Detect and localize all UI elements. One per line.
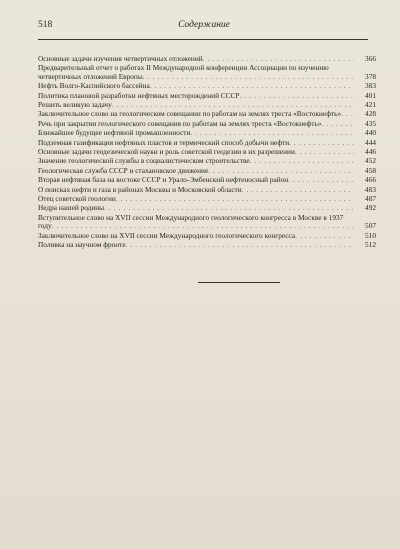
toc-entry <box>38 110 376 119</box>
toc-entry-page: 435 <box>365 118 376 128</box>
toc-entry-page: 483 <box>365 184 376 194</box>
toc-entry-page: 401 <box>365 90 376 100</box>
toc-entry-title: Нефть Волго-Каспийского бассейна . . . <box>38 82 354 91</box>
toc-entry-title: О поисках нефти и газа в районах Москвы и Московской области . . . <box>38 186 354 195</box>
toc-entry-page: 446 <box>365 147 376 157</box>
toc-entry-page: 440 <box>365 128 376 138</box>
toc-entry-page: 458 <box>365 165 376 175</box>
toc-entry-title: Подземная газификация нефтяных пластов и термический способ добычи нефти . . . <box>38 139 354 148</box>
toc-entry <box>38 241 376 250</box>
toc-entry-title: Политика плановой разработки нефтяных месторождений СССР . . . <box>38 92 354 101</box>
toc-entry-page: 507 <box>365 221 376 231</box>
toc-entry-page: 366 <box>365 54 376 63</box>
toc-entry-title: Недра нашей родины . . . <box>38 204 354 213</box>
toc-entry-page: 452 <box>365 156 376 166</box>
toc-entry-title: Вступительное слово на XVII сессии Международного геологического конгресса в Москве в 1937 году . . . <box>38 214 354 231</box>
toc-entry <box>38 157 376 166</box>
toc-entry <box>38 214 376 231</box>
toc-entry <box>38 55 376 64</box>
header-rule <box>38 39 368 40</box>
toc-entry-title: Заключительное слово на геологическом совещании по работам на землях треста «Востокнефть» . . . <box>38 110 354 119</box>
toc-entry-title: Основные задачи геодезической науки и роль советской геодезии в их разрешении . . . <box>38 148 354 157</box>
toc-entry <box>38 195 376 204</box>
toc-entry-page: 510 <box>365 230 376 240</box>
toc-entry <box>38 129 376 138</box>
toc-entry <box>38 139 376 148</box>
table-of-contents <box>38 55 376 250</box>
toc-entry-page: 383 <box>365 81 376 91</box>
page-header <box>38 20 370 34</box>
toc-entry <box>38 176 376 185</box>
toc-entry <box>38 92 376 101</box>
toc-entry-title: Вторая нефтяная база на востоке СССР и Урало-Эмбенский нефтеносный район . . . <box>38 176 354 185</box>
toc-entry-title: Заключительное слово на XVII сессии Международного геологического конгресса . . . <box>38 232 354 241</box>
toc-entry-page: 421 <box>365 100 376 110</box>
toc-entry-title: Значение геологической службы в социалистическом строительстве . . . <box>38 157 354 166</box>
toc-entry-title: Геологическая служба СССР и стахановское движение . . . <box>38 167 354 176</box>
toc-entry <box>38 120 376 129</box>
toc-entry <box>38 167 376 176</box>
toc-entry <box>38 204 376 213</box>
toc-entry-page: 512 <box>365 240 376 250</box>
toc-entry-title: Отец советской геологии . . . <box>38 195 354 204</box>
toc-entry-page: 378 <box>365 71 376 81</box>
running-head: Содержание <box>178 20 230 30</box>
toc-entry-title: Основные задачи изучения четвертичных отложений . . . <box>38 55 354 64</box>
toc-entry <box>38 148 376 157</box>
toc-entry <box>38 186 376 195</box>
toc-entry-page: 492 <box>365 203 376 213</box>
toc-entry-title: Предварительный отчет о работах II Международной конференции Ассоциации по изучению четвертичных отложений Европы . . . <box>38 64 354 81</box>
toc-entry <box>38 232 376 241</box>
page-number: 518 <box>38 20 53 30</box>
toc-entry-title: Поливка на научном фронте . . . <box>38 241 354 250</box>
toc-entry <box>38 64 376 81</box>
toc-entry-page: 487 <box>365 193 376 203</box>
toc-entry-title: Решить великую задачу . . . <box>38 101 354 110</box>
toc-entry-title: Ближайшее будущее нефтяной промышленности . . . <box>38 129 354 138</box>
toc-entry <box>38 101 376 110</box>
toc-entry-page: 428 <box>365 109 376 119</box>
toc-entry <box>38 82 376 91</box>
toc-entry-page: 466 <box>365 175 376 185</box>
toc-entry-title: Речь при закрытии геологического совещания по работам на землях треста «Востокнефть» . . . <box>38 120 354 129</box>
closing-rule <box>198 282 280 283</box>
toc-entry-page: 444 <box>365 137 376 147</box>
